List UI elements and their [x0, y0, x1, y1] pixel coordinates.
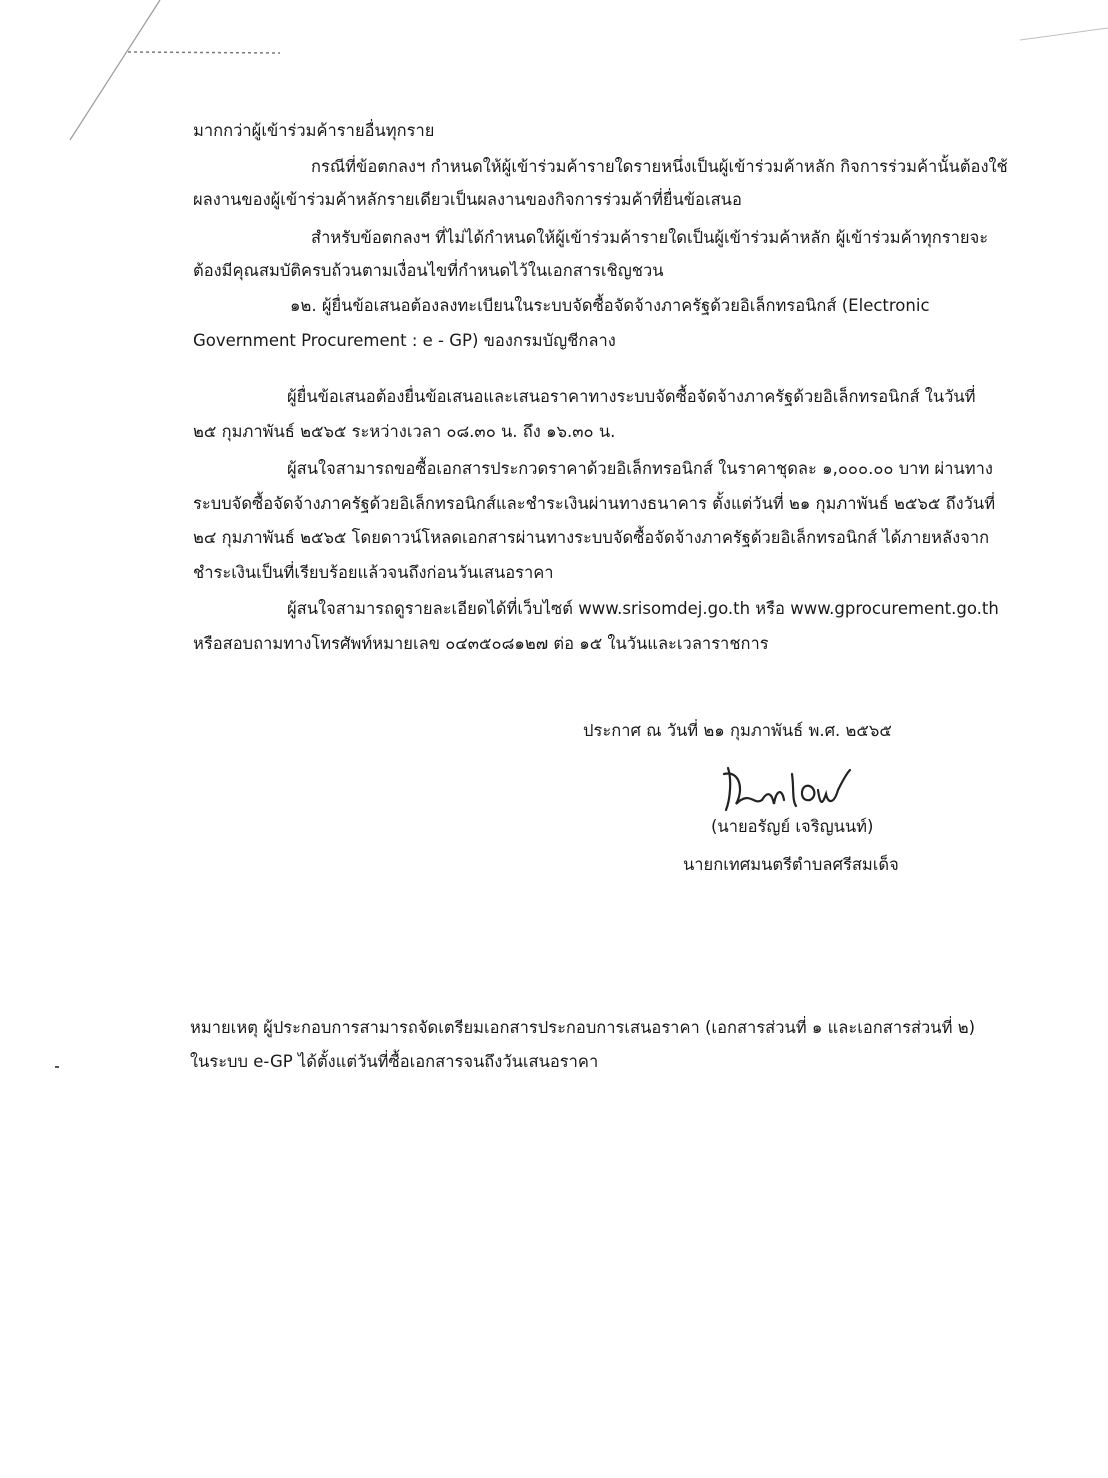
body-text-line: ต้องมีคุณสมบัติครบถ้วนตามเงื่อนไขที่กำหนดไว้ในเอกสารเชิญชวน — [193, 261, 664, 280]
body-text-line: ผู้ยื่นข้อเสนอต้องยื่นข้อเสนอและเสนอราคาทางระบบจัดซื้อจัดจ้างภาครัฐด้วยอิเล็กทรอนิกส์ ในวันที่ — [287, 387, 976, 406]
clause-12-line: Government Procurement : e - GP) ของกรมบัญชีกลาง — [193, 331, 616, 350]
body-text-line: ระบบจัดซื้อจัดจ้างภาครัฐด้วยอิเล็กทรอนิกส์และชำระเงินผ่านทางธนาคาร ตั้งแต่วันที่ ๒๑ กุมภาพันธ์ ๒๕๖๕ ถึงวันที่ — [193, 494, 996, 513]
body-text-line: ผู้สนใจสามารถขอซื้อเอกสารประกวดราคาด้วยอิเล็กทรอนิกส์ ในราคาชุดละ ๑,๐๐๐.๐๐ บาท ผ่านทาง — [287, 459, 993, 478]
clause-12-line: ๑๒. ผู้ยื่นข้อเสนอต้องลงทะเบียนในระบบจัดซื้อจัดจ้างภาครัฐด้วยอิเล็กทรอนิกส์ (Electronic — [290, 296, 930, 315]
body-text-line: มากกว่าผู้เข้าร่วมค้ารายอื่นทุกราย — [193, 121, 435, 140]
scan-speck — [55, 1066, 59, 1068]
body-text-line: ๒๔ กุมภาพันธ์ ๒๕๖๕ โดยดาวน์โหลดเอกสารผ่านทางระบบจัดซื้อจัดจ้างภาครัฐด้วยอิเล็กทรอนิกส์ ได้ภายหลังจาก — [193, 528, 990, 547]
body-text-line: กรณีที่ข้อตกลงฯ กำหนดให้ผู้เข้าร่วมค้ารายใดรายหนึ่งเป็นผู้เข้าร่วมค้าหลัก กิจการร่วมค้านั้นต้องใช้ — [311, 157, 1008, 176]
handwritten-signature — [710, 760, 870, 820]
signer-name: (นายอรัญย์ เจริญนนท์) — [711, 817, 874, 836]
body-text-line: ชำระเงินเป็นที่เรียบร้อยแล้วจนถึงก่อนวันเสนอราคา — [193, 563, 554, 582]
body-text-line: ๒๕ กุมภาพันธ์ ๒๕๖๕ ระหว่างเวลา ๐๘.๓๐ น. ถึง ๑๖.๓๐ น. — [193, 422, 616, 441]
body-text-line: หรือสอบถามทางโทรศัพท์หมายเลข ๐๔๓๕๐๘๑๒๗ ต่อ ๑๕ ในวันและเวลาราชการ — [193, 634, 769, 653]
note-line: ในระบบ e-GP ได้ตั้งแต่วันที่ซื้อเอกสารจนถึงวันเสนอราคา — [190, 1052, 599, 1071]
note-line: หมายเหตุ ผู้ประกอบการสามารถจัดเตรียมเอกสารประกอบการเสนอราคา (เอกสารส่วนที่ ๑ และเอกสารส่วนที่ ๒) — [190, 1018, 976, 1037]
announcement-date: ประกาศ ณ วันที่ ๒๑ กุมภาพันธ์ พ.ศ. ๒๕๖๕ — [583, 721, 892, 740]
body-text-line: ผู้สนใจสามารถดูรายละเอียดได้ที่เว็บไซต์ www.srisomdej.go.th หรือ www.gprocurement.go.th — [287, 599, 999, 618]
signer-title: นายกเทศมนตรีตำบลศรีสมเด็จ — [683, 855, 899, 874]
body-text-line: ผลงานของผู้เข้าร่วมค้าหลักรายเดียวเป็นผลงานของกิจการร่วมค้าที่ยื่นข้อเสนอ — [193, 190, 742, 209]
body-text-line: สำหรับข้อตกลงฯ ที่ไม่ได้กำหนดให้ผู้เข้าร่วมค้ารายใดเป็นผู้เข้าร่วมค้าหลัก ผู้เข้าร่วมค้าทุกรายจะ — [311, 228, 989, 247]
